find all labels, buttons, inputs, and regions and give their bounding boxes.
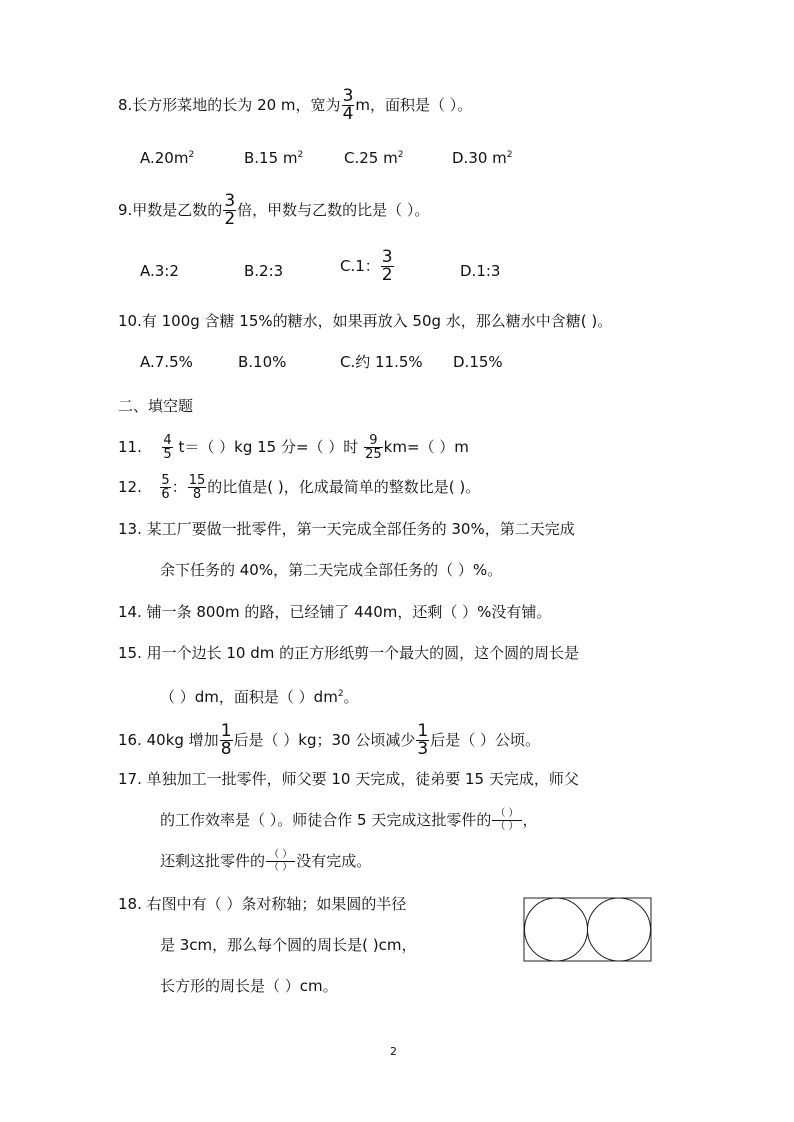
q13-line-2: 余下任务的 40%，第二天完成全部任务的（ ）%。	[160, 561, 503, 579]
q16-text-mid: 后是（ ）kg；30 公顷减少	[233, 731, 416, 749]
q12-number: 12.	[118, 478, 142, 496]
figure-circle-left	[525, 898, 588, 961]
q8-fraction: $\frac{3}{4}$	[342, 86, 354, 124]
rectangle-two-circles-figure	[523, 897, 653, 963]
q16-text-pre: 16. 40kg 增加	[118, 731, 219, 749]
q9-option-d[interactable]: D.1:3	[460, 262, 501, 280]
q9-fraction: $\frac{3}{2}$	[224, 191, 236, 229]
q9-option-c[interactable]: C.1： $\frac{3}{2}$	[340, 247, 393, 285]
q11-part-1: t＝（ ）kg 15 分=（ ）时	[178, 438, 359, 456]
section-title: 二、填空题	[118, 397, 194, 415]
page-number: 2	[390, 1045, 397, 1058]
q8-line	[118, 86, 473, 124]
q12-fraction-2: $\frac{15}{8}$	[188, 473, 206, 502]
q8-text-pre: 8.长方形菜地的长为 20 m，宽为	[118, 96, 341, 114]
q18-line-3: 长方形的周长是（ ）cm。	[160, 977, 338, 995]
q10-option-b[interactable]: B.10%	[238, 353, 287, 371]
q10-line: 10.有 100g 含糖 15%的糖水，如果再放入 50g 水，那么糖水中含糖( )。	[118, 312, 613, 330]
q9-option-a[interactable]: A.3:2	[140, 262, 179, 280]
q16-text-post: 后是（ ）公顷。	[430, 731, 540, 749]
q9-options	[140, 247, 640, 286]
q16-line	[118, 721, 540, 759]
q9-text-post: 倍，甲数与乙数的比是（ ）。	[237, 201, 430, 219]
q14-line: 14. 铺一条 800m 的路，已经铺了 440m，还剩（ ）%没有铺。	[118, 603, 552, 621]
q17-line-1: 17. 单独加工一批零件，师父要 10 天完成，徒弟要 15 天完成，师父	[118, 770, 579, 788]
q8-option-d[interactable]: D.30 $m^2$	[452, 149, 513, 167]
q10-option-c[interactable]: C.约 11.5%	[340, 353, 423, 371]
q10-options	[140, 347, 640, 377]
q10-option-d[interactable]: D.15%	[453, 353, 503, 371]
q17-blank-fraction-1[interactable]: $\frac{( )}{( )}$	[492, 808, 521, 833]
q10-option-a[interactable]: A.7.5%	[140, 353, 193, 371]
q8-options	[140, 140, 640, 170]
q13-line-1: 13. 某工厂要做一批零件，第一天完成全部任务的 30%，第二天完成	[118, 520, 575, 538]
q16-fraction-1: $\frac{1}{8}$	[220, 721, 232, 759]
q8-text-post: m，面积是（ ）。	[355, 96, 473, 114]
q9-line	[118, 191, 430, 229]
q12-separator: ：	[171, 478, 187, 496]
q11-line	[118, 432, 469, 462]
q8-option-a[interactable]: $A.20m^2$	[140, 149, 195, 167]
q12-text-post: 的比值是( )，化成最简单的整数比是( )。	[207, 478, 481, 496]
q17-blank-fraction-2[interactable]: $\frac{( )}{( )}$	[266, 849, 295, 874]
q12-line	[118, 472, 480, 502]
q18-line-1: 18. 右图中有（ ）条对称轴；如果圆的半径	[118, 895, 407, 913]
q17-line-2: 的工作效率是（ ）。师徒合作 5 天完成这批零件的 $\frac{( )}{( )}$ ，	[160, 808, 538, 832]
q11-fraction-2: $\frac{9}{25}$	[365, 433, 382, 462]
q12-fraction-1: $\frac{5}{6}$	[161, 473, 170, 502]
q11-part-2: km=（ ）m	[383, 438, 469, 456]
q9-option-c-fraction: $\frac{3}{2}$	[381, 247, 393, 285]
q18-line-2: 是 3cm，那么每个圆的周长是( )cm，	[160, 936, 417, 954]
q15-line-2: （ ）dm，面积是（ ）$dm^2$。	[160, 688, 359, 706]
q8-option-c[interactable]: C.25 $m^2$	[344, 149, 404, 167]
q16-fraction-2: $\frac{1}{3}$	[417, 721, 429, 759]
q11-fraction-1: $\frac{4}{5}$	[163, 433, 172, 462]
q17-line-3: 还剩这批零件的 $\frac{( )}{( )}$ 没有完成。	[160, 849, 372, 873]
q11-number: 11.	[118, 438, 142, 456]
q15-line-1: 15. 用一个边长 10 dm 的正方形纸剪一个最大的圆，这个圆的周长是	[118, 644, 580, 662]
q8-option-b[interactable]: B.15 $m^2$	[244, 149, 304, 167]
q9-text-pre: 9.甲数是乙数的	[118, 201, 223, 219]
q9-option-b[interactable]: B.2:3	[244, 262, 284, 280]
figure-circle-right	[588, 898, 651, 961]
